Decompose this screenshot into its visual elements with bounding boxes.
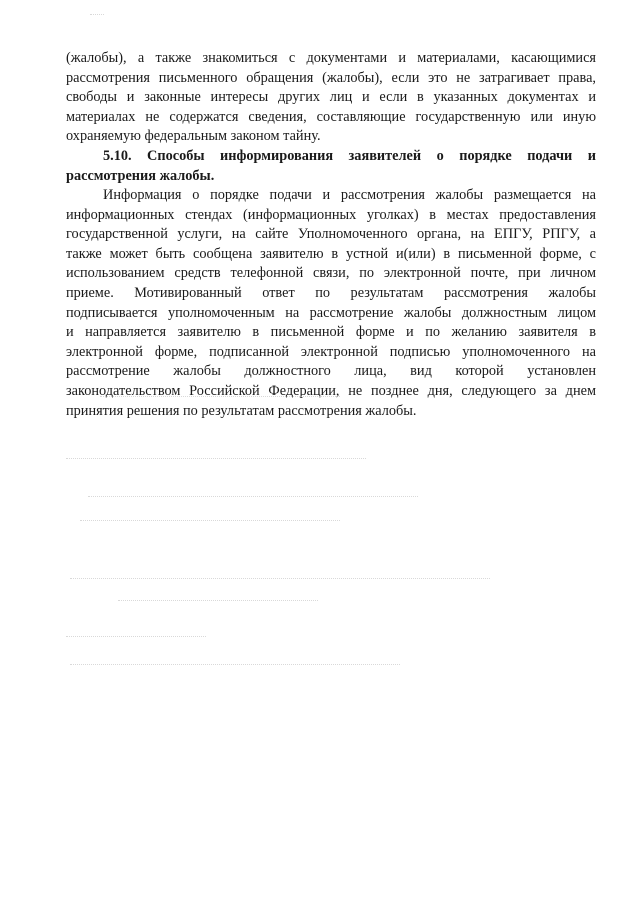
section-body [66,186,596,421]
scan-noise [88,496,418,498]
scan-noise [66,636,206,638]
text-line: приеме. Мотивированный ответ по результатам рассмотрения жалобы [66,284,596,301]
text-line: законодательством Российской Федерации, не позднее дня, следующего за днем [66,382,596,399]
scan-noise [66,458,366,460]
text-line: государственной услуги, на сайте Уполномоченного органа, на ЕПГУ, РПГУ, а [66,226,596,243]
text-line: также может быть сообщена заявителю в устной и(или) в письменной форме, с [66,245,596,262]
text-line: свободы и законные интересы других лиц и если в указанных документах и [66,89,596,106]
text-line: подписывается уполномоченным на рассмотрение жалобы должностным лицом [66,304,596,321]
paragraph-continuation [66,49,596,147]
scan-noise [70,664,400,666]
scan-noise [90,14,104,16]
scan-noise [118,600,318,602]
text-line: материалах не содержатся сведения, составляющие государственную или иную [66,108,596,125]
text-line: информационных стендах (информационных уголках) в местах предоставления [66,206,596,223]
text-line: электронной форме, подписанной электронной подписью уполномоченного на [66,343,596,360]
text-line: охраняемую федеральным законом тайну. [66,128,321,145]
heading-line: рассмотрения жалобы. [66,167,215,184]
scan-noise [80,520,340,522]
scan-noise [70,578,490,580]
text-line: Информация о порядке подачи и рассмотрения жалобы размещается на [103,187,596,203]
text-line: принятия решения по результатам рассмотрения жалобы. [66,402,417,419]
text-line: рассмотрение жалобы должностного лица, вид которой установлен [66,363,596,380]
text-line: рассмотрения письменного обращения (жалобы), если это не затрагивает права, [66,69,596,86]
text-line: (жалобы), а также знакомиться с документами и материалами, касающимися [66,50,596,66]
section-heading [66,147,596,186]
text-line: использованием средств телефонной связи, по электронной почте, при личном [66,265,596,282]
heading-line: 5.10. Способы информирования заявителей о порядке подачи и [103,148,596,164]
scan-noise [100,396,340,398]
text-line: и направляется заявителю в письменной форме и по желанию заявителя в [66,324,596,341]
